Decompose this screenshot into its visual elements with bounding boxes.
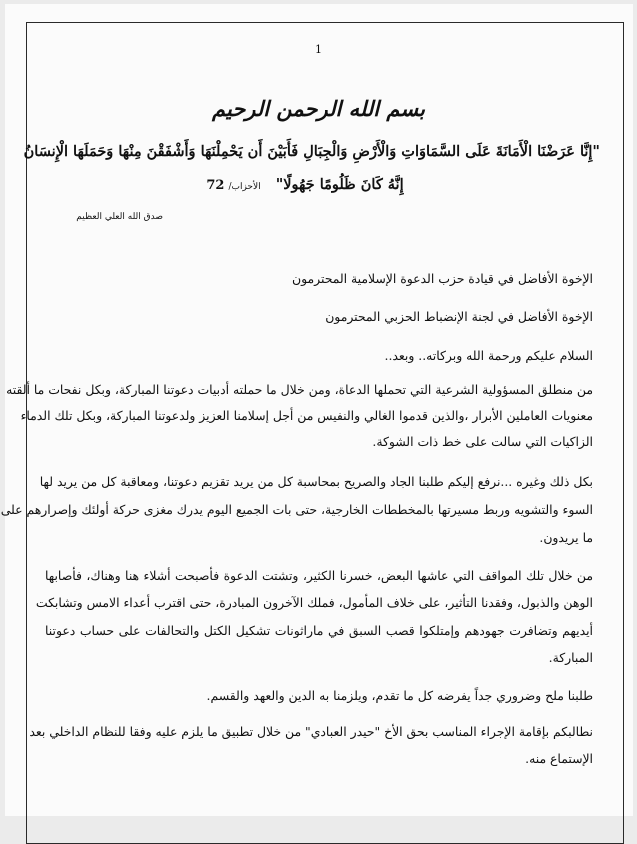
verse-reference-number: 72 <box>206 178 225 193</box>
verse-reference-surah: الأحزاب/ <box>228 182 261 192</box>
paragraph-3-line-2: الوهن والذبول، وفقدنا التأثير، على خلاف المأمول، فملك الآخرون المبادرة، حتى اقترب أعداء الامس وتشابكت <box>35 595 593 610</box>
paragraph-5-line-2: الإستماع منه. <box>525 751 593 766</box>
paragraph-2-line-2: السوء والتشويه وربط مسيرتها بالمخططات الخارجية، حتى بات الجميع اليوم يدرك مغزى حركة أولئك وإصرارهم على <box>0 502 593 517</box>
closing-formula: صدق الله العلي العظيم <box>76 212 163 222</box>
salutation-discipline-committee: الإخوة الأفاضل في لجنة الإنضباط الحزبي المحترمون <box>325 309 593 324</box>
quran-verse-text: إِنَّهُ كَانَ ظَلُومًا جَهُولًا" <box>275 176 404 193</box>
paragraph-2-line-1: بكل ذلك وغيره ...نرفع إليكم طلبنا الجاد والصريح بمحاسبة كل من يريد تقزيم دعوتنا، ومعاقبة كل من يريد لها <box>39 474 593 489</box>
paragraph-1-line-1: من منطلق المسؤولية الشرعية التي تحملها الدعاة، ومن خلال ما حملته أدبيات دعوتنا المباركة، وبكل نفحات ما ألقته <box>6 382 593 397</box>
page-number: 1 <box>315 43 322 56</box>
paragraph-2-line-3: ما يريدون. <box>539 530 593 545</box>
paragraph-5-line-1: نطالبكم بإقامة الإجراء المناسب بحق الأخ "حيدر العبادي" من خلال تطبيق ما يلزم عليه وفقا للنظام الداخلي بعد <box>29 724 593 739</box>
greeting-line: السلام عليكم ورحمة الله وبركاته.. وبعد.. <box>384 348 593 363</box>
salutation-leadership: الإخوة الأفاضل في قيادة حزب الدعوة الإسلامية المحترمون <box>291 271 593 286</box>
paragraph-1-line-3: الزاكيات التي سالت على خط ذات الشوكة. <box>372 434 593 449</box>
quran-verse-line-1: "إِنَّا عَرَضْنَا الْأَمَانَةَ عَلَى السَّمَاوَاتِ وَالْأَرْضِ وَالْجِبَالِ فَأَبَيْنَ أَن يَحْمِلْنَهَا وَأَشْفَقْنَ مِنْهَا وَحَمَلَهَا الْإِنسَانُ <box>23 143 600 160</box>
paragraph-3-line-3: أيديهم وتضافرت جهودهم وإمتلكوا قصب السبق في ماراثونات تشكيل الكتل والتحالفات على حساب دعوتنا <box>45 623 593 638</box>
basmala-heading: بسم الله الرحمن الرحيم <box>212 96 425 121</box>
paragraph-3-line-4: المباركة. <box>548 650 593 665</box>
paragraph-4-line-1: طلبنا ملح وضروري جداً يفرضه كل ما تقدم، ويلزمنا به الدين والعهد والقسم. <box>206 688 593 703</box>
quran-verse-line-2 <box>155 176 455 193</box>
paragraph-3-line-1: من خلال تلك المواقف التي عاشها البعض، خسرنا الكثير، وتشتت الدعوة فأصبحت أشلاء هنا وهناك، فأصابها <box>45 568 593 583</box>
paragraph-1-line-2: معنويات العاملين الأبرار ،والذين قدموا الغالي والنفيس من أجل إسلامنا العزيز ولدعوتنا المباركة، وبكل تلك الدماء <box>20 408 593 423</box>
